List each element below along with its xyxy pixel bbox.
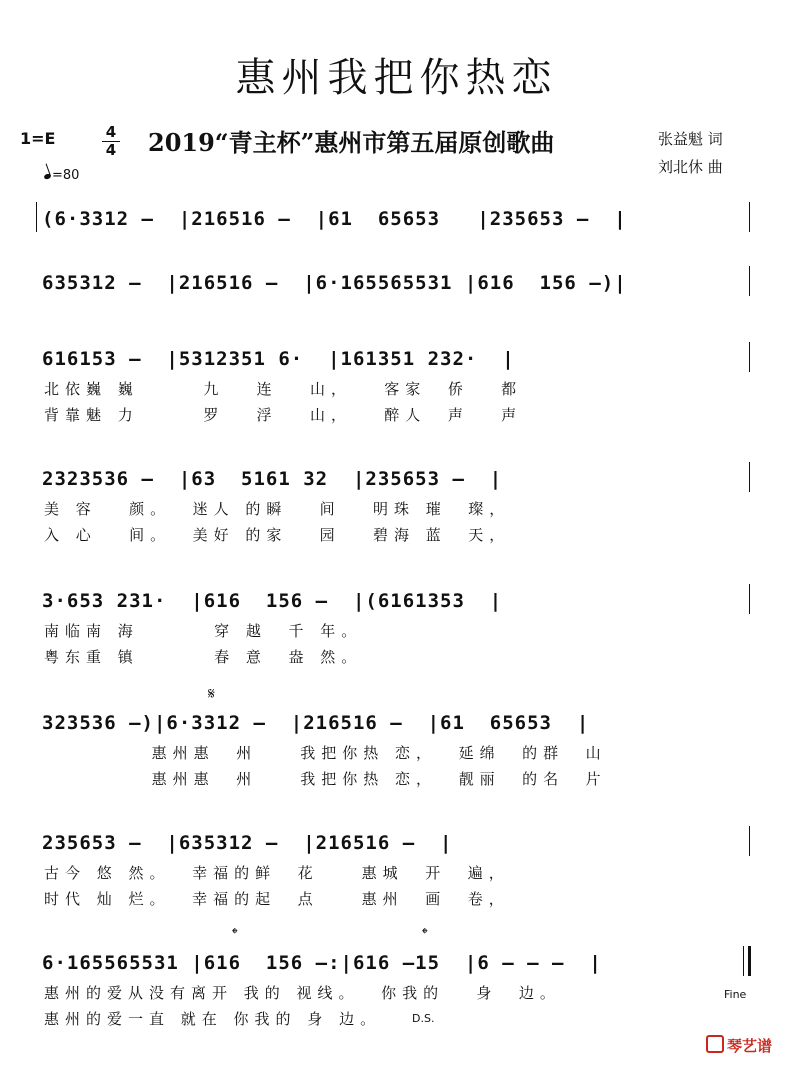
notation-line: 6·165565531 |616 156 –:|616 –15 |6 – – – | <box>42 952 602 974</box>
meter-top: 4 <box>105 123 117 141</box>
tempo-marking <box>44 168 79 183</box>
bar-line <box>749 342 750 372</box>
lyric-verse-2: 入 心 间。 美好 的家 园 碧海 蓝 天， <box>44 526 511 544</box>
time-signature <box>102 125 120 158</box>
coda-icon: 𝄌 <box>232 924 238 943</box>
tempo-value: =80 <box>52 168 80 183</box>
notation-line: 2323536 – |63 5161 32 |235653 – | <box>42 468 503 490</box>
composer-credit: 刘北休 曲 <box>658 158 723 176</box>
segno-icon: 𝄋 <box>208 684 215 703</box>
coda-icon: 𝄌 <box>422 924 428 943</box>
lyric-verse-1: 南临南 海 穿 越 千 年。 <box>44 622 363 640</box>
notation-line: (6·3312 – |216516 – |61 65653 |235653 – | <box>42 208 627 230</box>
bar-line <box>749 266 750 296</box>
watermark-logo <box>706 1035 772 1056</box>
watermark-text: 琴艺谱 <box>727 1037 773 1055</box>
final-bar-line <box>743 946 751 976</box>
meter-bottom: 4 <box>105 141 117 159</box>
quarter-note-icon <box>43 173 51 180</box>
bar-line <box>749 202 750 232</box>
fine-marking: Fine <box>724 988 747 1001</box>
notation-line: 635312 – |216516 – |6·165565531 |616 156 –)| <box>42 272 627 294</box>
notation-line: 235653 – |635312 – |216516 – | <box>42 832 453 854</box>
lyric-verse-1: 惠州的爱从没有离开 我的 视线。 你我的 身 边。 <box>44 984 561 1002</box>
key-signature: 1=E <box>20 129 56 148</box>
lyric-verse-2: 惠州的爱一直 就在 你我的 身 边。 <box>44 1010 382 1028</box>
notation-line: 3·653 231· |616 156 – |(6161353 | <box>42 590 503 612</box>
lyric-verse-2: 粤东重 镇 春 意 盎 然。 <box>44 648 363 666</box>
lyric-verse-1: 北依巍 巍 九 连 山， 客家 侨 都 <box>44 380 523 398</box>
song-title: 惠州我把你热恋 <box>235 55 558 101</box>
bar-line <box>36 202 37 232</box>
lyricist-credit: 张益魁 词 <box>658 130 723 148</box>
lyric-verse-1: 古今 悠 然。 幸福的鲜 花 惠城 开 遍， <box>44 864 510 882</box>
ds-marking: D.S. <box>412 1012 435 1025</box>
bar-line <box>749 462 750 492</box>
lyric-verse-2: 时代 灿 烂。 幸福的起 点 惠州 画 卷， <box>44 890 510 908</box>
lyric-verse-2: 惠州惠 州 我把你热 恋， 靓丽 的名 片 <box>44 770 607 788</box>
lyric-verse-1: 美 容 颜。 迷人 的瞬 间 明珠 璀 璨， <box>44 500 511 518</box>
song-subtitle: 2019“青主杯”惠州市第五届原创歌曲 <box>148 128 555 157</box>
bar-line <box>749 584 750 614</box>
notation-line: 616153 – |5312351 6· |161351 232· | <box>42 348 515 370</box>
bar-line <box>749 826 750 856</box>
lyric-verse-2: 背靠魅 力 罗 浮 山， 醉人 声 声 <box>44 406 523 424</box>
lyric-verse-1: 惠州惠 州 我把你热 恋， 延绵 的群 山 <box>44 744 607 762</box>
notation-line: 323536 –)|6·3312 – |216516 – |61 65653 | <box>42 712 590 734</box>
logo-icon <box>706 1035 724 1053</box>
